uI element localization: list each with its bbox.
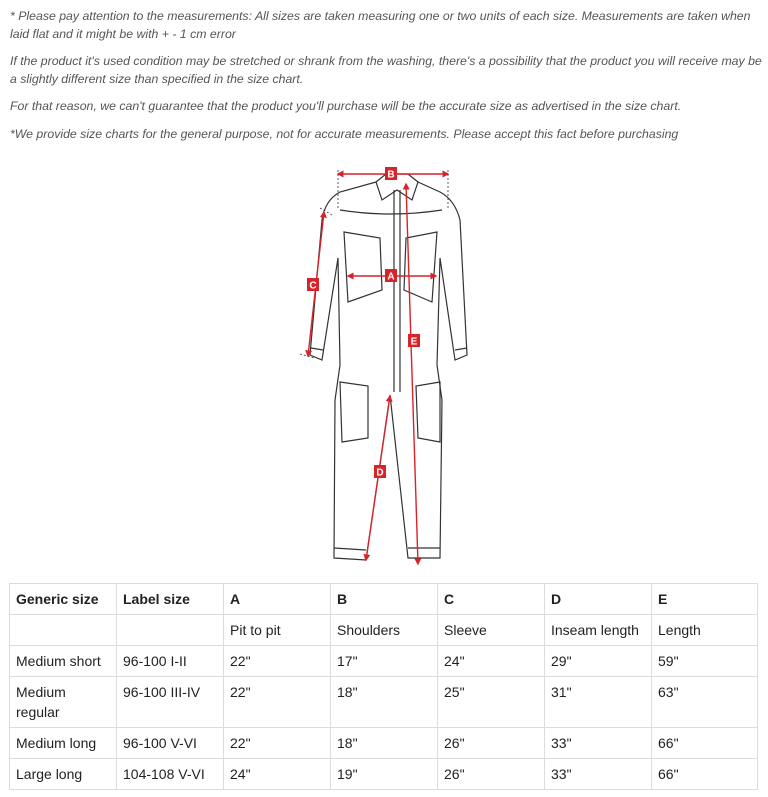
table-cell: 66" xyxy=(652,759,758,790)
table-cell: 33" xyxy=(545,728,652,759)
header-c: C xyxy=(438,584,545,615)
svg-text:B: B xyxy=(387,169,395,181)
table-cell: Medium long xyxy=(10,728,117,759)
table-cell: 96-100 III-IV xyxy=(117,677,224,728)
subheader-sleeve: Sleeve xyxy=(438,615,545,646)
subheader-inseam-length: Inseam length xyxy=(545,615,652,646)
measurement-label-b xyxy=(385,167,397,181)
table-cell: 63" xyxy=(652,677,758,728)
table-subheader-row xyxy=(10,615,758,646)
svg-text:D: D xyxy=(376,467,384,479)
header-d: D xyxy=(545,584,652,615)
table-cell: 22" xyxy=(224,646,331,677)
table-cell: 19" xyxy=(331,759,438,790)
table-cell: 33" xyxy=(545,759,652,790)
table-cell: 96-100 V-VI xyxy=(117,728,224,759)
table-cell: 96-100 I-II xyxy=(117,646,224,677)
table-cell: 24" xyxy=(438,646,545,677)
note-used-condition: If the product it's used condition may be stretched or shrank from the washing, there's a possibility that the product you will receive may be a slightly different size than specified in the size chart. xyxy=(10,54,762,86)
svg-text:C: C xyxy=(309,280,317,292)
guide-lines xyxy=(300,170,448,358)
subheader-pit-to-pit: Pit to pit xyxy=(224,615,331,646)
table-cell xyxy=(10,615,117,646)
table-cell: 18" xyxy=(331,728,438,759)
header-generic-size: Generic size xyxy=(10,584,117,615)
measurement-label-c xyxy=(307,278,319,292)
table-cell: 26" xyxy=(438,759,545,790)
measurement-lines xyxy=(308,174,448,564)
table-cell: 25" xyxy=(438,677,545,728)
table-cell: 22" xyxy=(224,728,331,759)
subheader-length: Length xyxy=(652,615,758,646)
coverall-measurement-diagram xyxy=(290,160,490,575)
svg-text:E: E xyxy=(410,336,418,348)
subheader-shoulders: Shoulders xyxy=(331,615,438,646)
table-row xyxy=(10,759,758,790)
header-b: B xyxy=(331,584,438,615)
table-row xyxy=(10,646,758,677)
note-no-guarantee: For that reason, we can't guarantee that the product you'll purchase will be the accurate size as advertised in the size chart. xyxy=(10,99,682,113)
header-a: A xyxy=(224,584,331,615)
table-cell: 29" xyxy=(545,646,652,677)
measurement-label-d xyxy=(374,465,386,479)
note-general-purpose: *We provide size charts for the general purpose, not for accurate measurements. Please accept this fact before purchasing xyxy=(10,126,679,141)
table-row xyxy=(10,677,758,728)
table-cell: 22" xyxy=(224,677,331,728)
table-cell: 31" xyxy=(545,677,652,728)
note-measurement-error: * Please pay attention to the measurements: All sizes are taken measuring one or two units of each size. Measurements are taken when laid flat and it might be with + - 1 cm error xyxy=(10,9,751,41)
table-cell: Medium short xyxy=(10,646,117,677)
table-cell: 24" xyxy=(224,759,331,790)
measurement-notes xyxy=(10,8,762,153)
coverall-illustration xyxy=(290,160,490,575)
table-cell: 18" xyxy=(331,677,438,728)
table-cell: 66" xyxy=(652,728,758,759)
table-cell: 17" xyxy=(331,646,438,677)
table-cell: Large long xyxy=(10,759,117,790)
measurement-label-e xyxy=(408,334,420,348)
header-e: E xyxy=(652,584,758,615)
table-cell xyxy=(117,615,224,646)
coverall-outline xyxy=(310,174,467,560)
measurement-label-a xyxy=(385,269,397,283)
svg-text:A: A xyxy=(387,271,395,283)
header-label-size: Label size xyxy=(117,584,224,615)
table-row xyxy=(10,728,758,759)
table-cell: 59" xyxy=(652,646,758,677)
table-cell: 26" xyxy=(438,728,545,759)
table-header-row xyxy=(10,584,758,615)
table-cell: Medium regular xyxy=(10,677,117,728)
table-cell: 104-108 V-VI xyxy=(117,759,224,790)
size-chart-table xyxy=(9,583,758,790)
